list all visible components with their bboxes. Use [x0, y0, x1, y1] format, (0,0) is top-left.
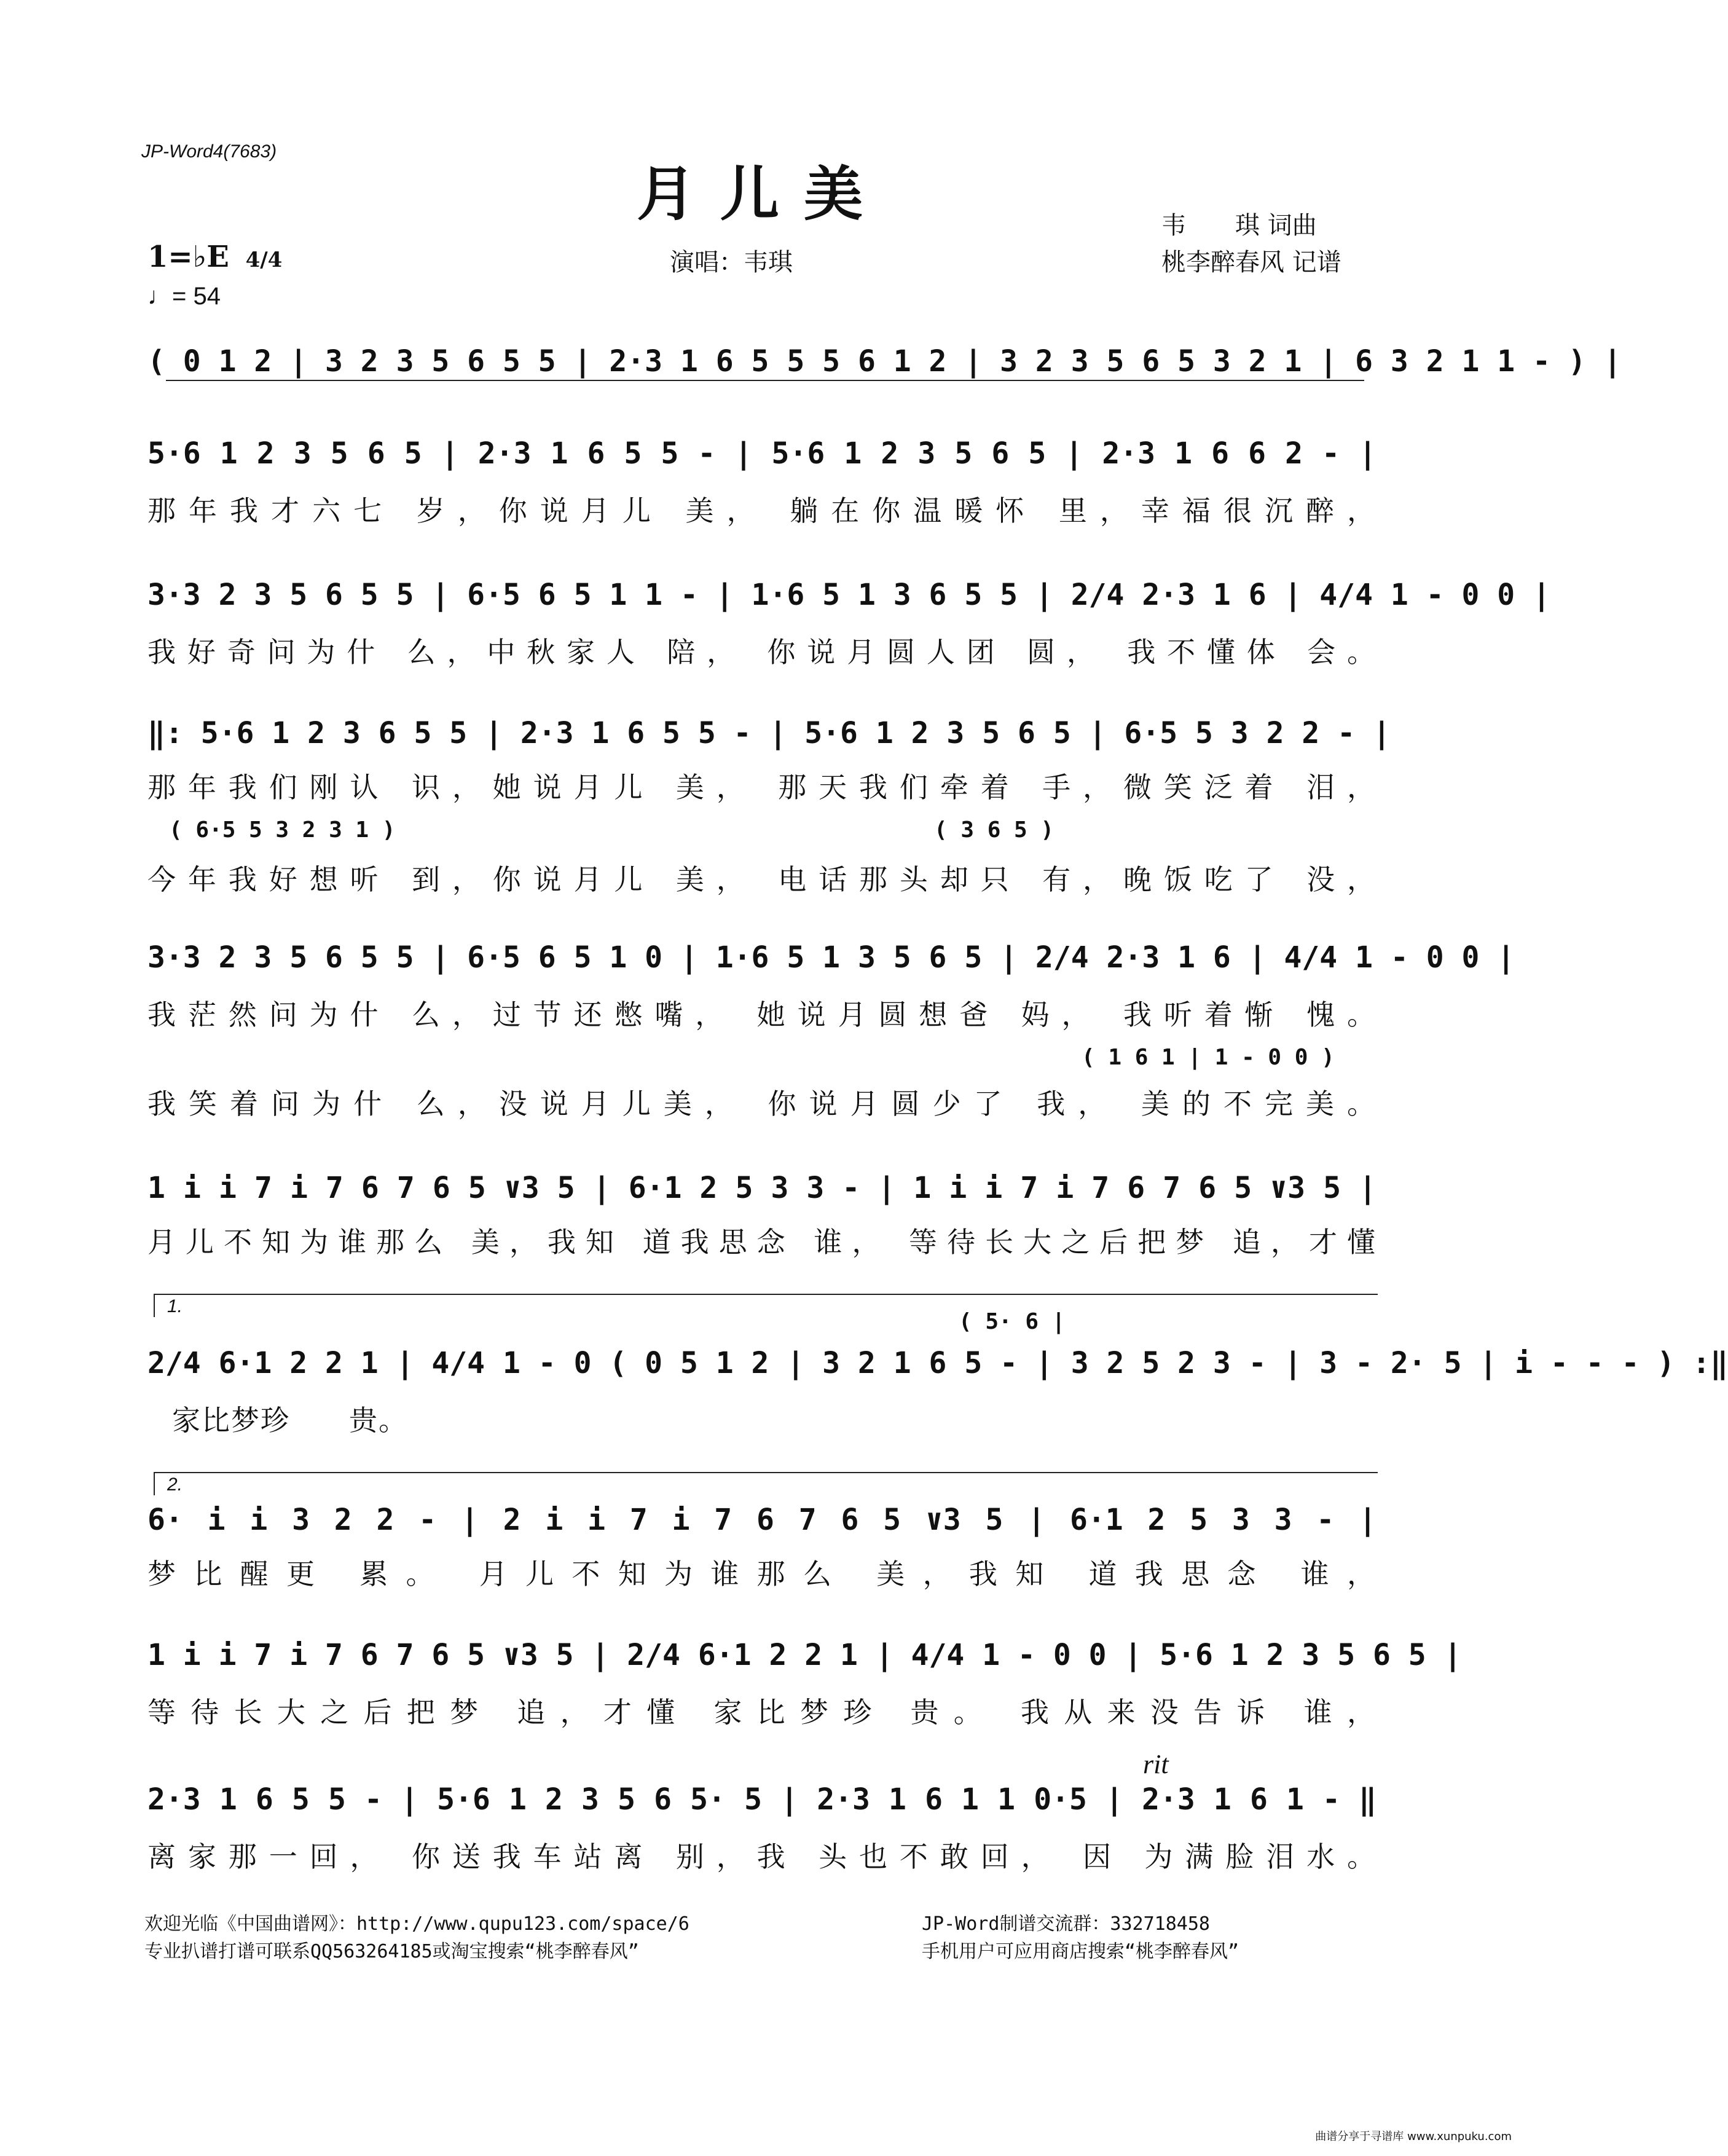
- lyrics-line-8: 等待长大之后把梦 追，才懂 家比梦珍 贵。 我从来没告诉 谁，: [147, 1696, 1377, 1729]
- notation-line-4: 3·3 2 3 5 6 5 5 | 6·5 6 5 1 0 | 1·6 5 1 3 5 6 5 | 2/4 2·3 1 6 | 4/4 1 - 0 0 |: [147, 940, 1515, 975]
- volta-label-1: 1.: [167, 1296, 183, 1316]
- notation-line-2: 3·3 2 3 5 6 5 5 | 6·5 6 5 1 1 - | 1·6 5 1 3 6 5 5 | 2/4 2·3 1 6 | 4/4 1 - 0 0 |: [147, 578, 1550, 612]
- footer-contact: 专业扒谱打谱可联系QQ563264185或淘宝搜索“桃李醉春风”: [144, 1941, 639, 1962]
- underline-decor: [166, 380, 1364, 381]
- notation-line-1: 5·6 1 2 3 5 6 5 | 2·3 1 6 5 5 - | 5·6 1 2 3 5 6 5 | 2·3 1 6 6 2 - |: [147, 436, 1377, 471]
- volta-bracket-2: [154, 1472, 1378, 1495]
- footer-app: 手机用户可应用商店搜索“桃李醉春风”: [922, 1941, 1239, 1962]
- transcriber-credit: 桃李醉春风 记谱: [1161, 248, 1341, 277]
- lyrics-line-4: 我茫然问为什 么，过节还憋嘴， 她说月圆想爸 妈， 我听着惭 愧。: [147, 998, 1377, 1031]
- lyrics-line-7: 梦比醒更 累。 月儿不知为谁那么 美，我知 道我思念 谁，: [147, 1557, 1377, 1591]
- time-signature: 4/4: [245, 248, 283, 272]
- key-label: 1=♭E: [147, 240, 229, 274]
- alt-notes-4: ( 1 6 1 | 1 - 0 0 ): [1082, 1045, 1335, 1070]
- notation-line-7: 6· i i 3 2 2 - | 2 i i 7 i 7 6 7 6 5 ∨3 5 | 6·1 2 5 3 3 - |: [147, 1503, 1377, 1537]
- lyrics-line-3-verse2: 今年我好想听 到，你说月儿 美， 电话那头却只 有，晚饭吃了 没，: [147, 863, 1377, 896]
- lyrics-line-5: 月儿不知为谁那么 美，我知 道我思念 谁， 等待长大之后把梦 追，才懂: [147, 1226, 1377, 1259]
- rit-marking: rit: [1143, 1749, 1169, 1779]
- lyrics-line-6: 家比梦珍 贵。: [172, 1404, 408, 1437]
- notation-line-9: 2·3 1 6 5 5 - | 5·6 1 2 3 5 6 5· 5 | 2·3 1 6 1 1 0·5 | 2·3 1 6 1 - ‖: [147, 1782, 1377, 1817]
- alt-notes-6: ( 5· 6 |: [959, 1309, 1066, 1334]
- watermark: 曲谱分享于寻谱库 www.xunpuku.com: [1315, 2130, 1512, 2143]
- notation-line-5: 1 i i 7 i 7 6 7 6 5 ∨3 5 | 6·1 2 5 3 3 - | 1 i i 7 i 7 6 7 6 5 ∨3 5 |: [147, 1171, 1377, 1205]
- song-title: 月儿美: [637, 159, 887, 229]
- alt-notes-3a: ( 6·5 5 3 2 3 1 ): [169, 817, 396, 843]
- notation-line-6: 2/4 6·1 2 2 1 | 4/4 1 - 0 ( 0 5 1 2 | 3 2 1 6 5 - | 3 2 5 2 3 - | 3 - 2· 5 | i - - - ) :‖: [147, 1346, 1728, 1380]
- lyrics-line-9: 离家那一回， 你送我车站离 别，我 头也不敢回， 因 为满脸泪水。: [147, 1840, 1377, 1873]
- alt-notes-3b: ( 3 6 5 ): [934, 817, 1054, 843]
- footer-group: JP-Word制谱交流群：332718458: [922, 1913, 1210, 1935]
- singer-credit: 演唱：韦琪: [670, 248, 793, 277]
- notation-line-8: 1 i i 7 i 7 6 7 6 5 ∨3 5 | 2/4 6·1 2 2 1 | 4/4 1 - 0 0 | 5·6 1 2 3 5 6 5 |: [147, 1638, 1462, 1672]
- footer-website: 欢迎光临《中国曲谱网》：http://www.qupu123.com/space/6: [144, 1913, 689, 1935]
- volta-label-2: 2.: [167, 1474, 183, 1495]
- software-note: JP-Word4(7683): [141, 141, 277, 162]
- volta-bracket-1: [154, 1294, 1378, 1317]
- key-signature: [147, 240, 282, 274]
- lyrics-line-3: 那年我们刚认 识，她说月儿 美， 那天我们牵着 手，微笑泛着 泪，: [147, 771, 1377, 804]
- tempo-marking: ♩= 54: [147, 283, 221, 310]
- notation-line-intro: ( 0 1 2 | 3 2 3 5 6 5 5 | 2·3 1 6 5 5 5 6 1 2 | 3 2 3 5 6 5 3 2 1 | 6 3 2 1 1 - ) |: [147, 344, 1622, 379]
- notation-line-3: ‖: 5·6 1 2 3 6 5 5 | 2·3 1 6 5 5 - | 5·6 1 2 3 5 6 5 | 6·5 5 3 2 2 - |: [147, 716, 1391, 750]
- lyrics-line-2: 我好奇问为什 么，中秋家人 陪， 你说月圆人团 圆， 我不懂体 会。: [147, 635, 1377, 669]
- lyrics-line-4-verse2: 我笑着问为什 么，没说月儿美， 你说月圆少了 我， 美的不完美。: [147, 1087, 1377, 1120]
- lyricist-credit: 韦 琪 词曲: [1161, 211, 1317, 240]
- lyrics-line-1: 那年我才六七 岁，你说月儿 美， 躺在你温暖怀 里，幸福很沉醉，: [147, 494, 1377, 527]
